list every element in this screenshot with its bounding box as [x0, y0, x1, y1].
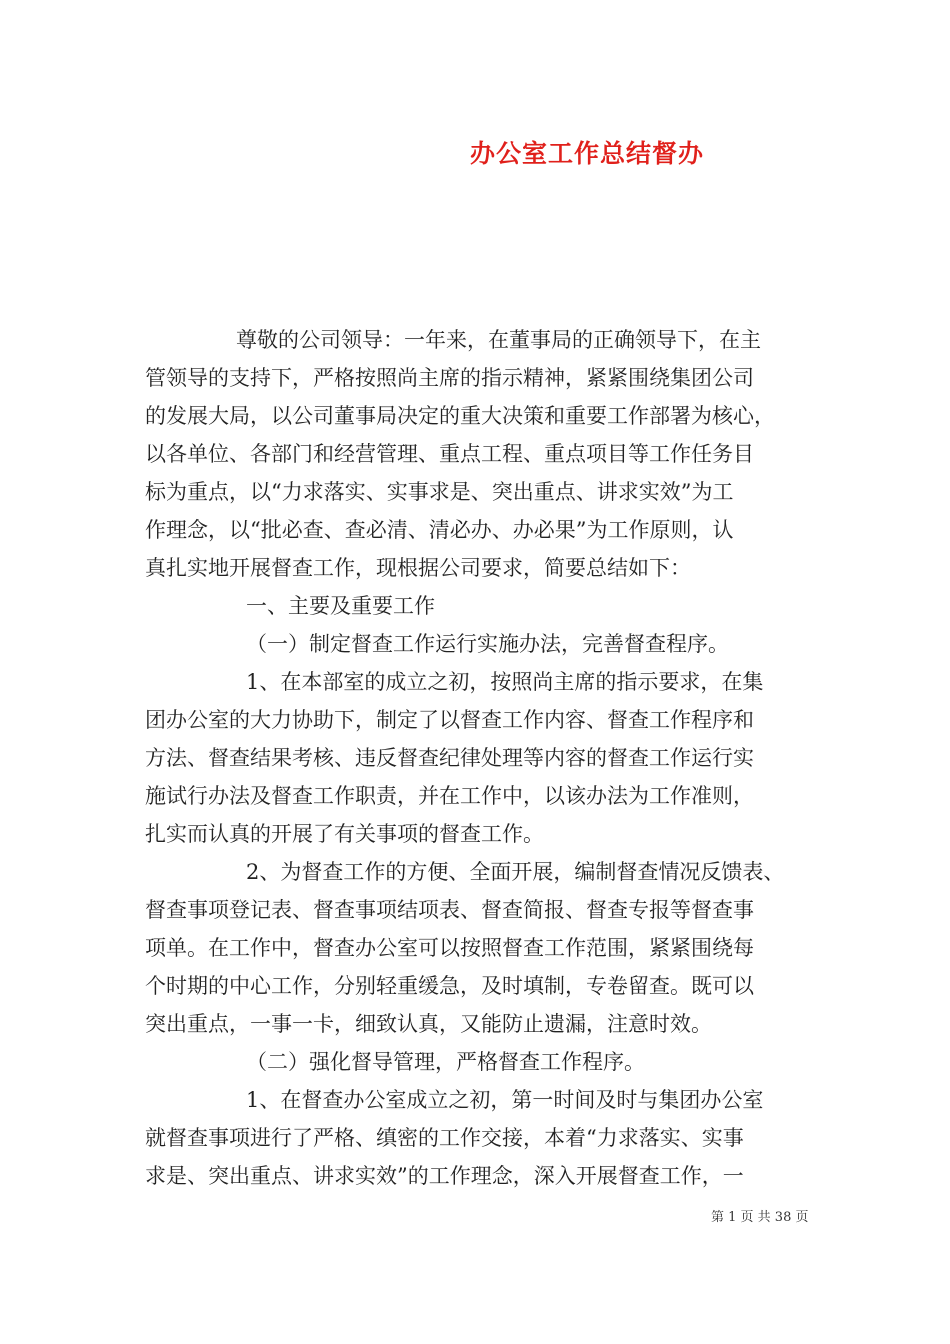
body-line: 项单。在工作中，督查办公室可以按照督查工作范围，紧紧围绕每: [145, 936, 754, 960]
body-line: 以各单位、各部门和经营管理、重点工程、重点项目等工作任务目: [145, 442, 754, 466]
body-line: 施试行办法及督查工作职责，并在工作中，以该办法为工作准则，: [145, 784, 754, 808]
body-line: 求是、突出重点、讲求实效”的工作理念，深入开展督查工作，一: [145, 1164, 744, 1188]
body-line: 团办公室的大力协助下，制定了以督查工作内容、督查工作程序和: [145, 708, 754, 732]
body-line: 真扎实地开展督查工作，现根据公司要求，简要总结如下：: [145, 556, 691, 580]
body-line: 1、在督查办公室成立之初，第一时间及时与集团办公室: [246, 1088, 764, 1112]
subsection-heading: （二）强化督导管理，严格督查工作程序。: [246, 1050, 645, 1074]
body-line: 扎实而认真的开展了有关事项的督查工作。: [145, 822, 544, 846]
section-heading: 一、主要及重要工作: [246, 594, 435, 618]
body-line: 督查事项登记表、督查事项结项表、督查简报、督查专报等督查事: [145, 898, 754, 922]
body-line: 个时期的中心工作，分别轻重缓急，及时填制，专卷留查。既可以: [145, 974, 754, 998]
body-line: 方法、督查结果考核、违反督查纪律处理等内容的督查工作运行实: [145, 746, 754, 770]
body-line: 尊敬的公司领导：一年来，在董事局的正确领导下，在主: [236, 328, 761, 352]
body-line: 就督查事项进行了严格、缜密的工作交接，本着“力求落实、实事: [145, 1126, 744, 1150]
body-line: 标为重点，以“力求落实、实事求是、突出重点、讲求实效”为工: [145, 480, 734, 504]
page-number: 第 1 页 共 38 页: [711, 1210, 809, 1225]
body-line: 1、在本部室的成立之初，按照尚主席的指示要求，在集: [246, 670, 764, 694]
body-line: 突出重点，一事一卡，细致认真，又能防止遗漏，注意时效。: [145, 1012, 712, 1036]
document-title: 办公室工作总结督办: [470, 139, 705, 168]
body-line: 作理念，以“批必查、查必清、清必办、办必果”为工作原则，认: [145, 518, 734, 542]
body-line: 的发展大局，以公司董事局决定的重大决策和重要工作部署为核心，: [145, 404, 775, 428]
subsection-heading: （一）制定督查工作运行实施办法，完善督查程序。: [246, 632, 729, 656]
body-line: 管领导的支持下，严格按照尚主席的指示精神，紧紧围绕集团公司: [145, 366, 754, 390]
body-line: 2、为督查工作的方便、全面开展，编制督查情况反馈表、: [246, 860, 785, 884]
